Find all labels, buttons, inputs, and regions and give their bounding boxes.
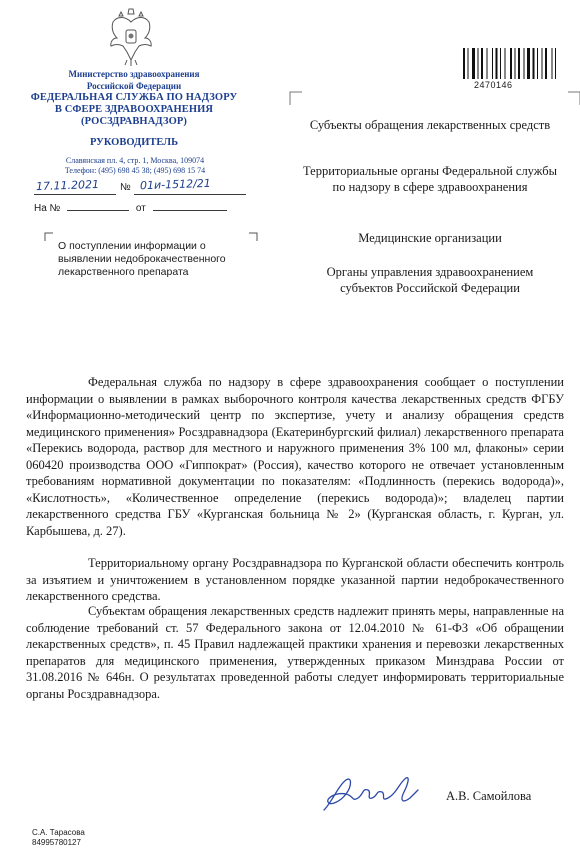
barcode-bar	[552, 48, 553, 79]
reply-to-label: На №	[34, 203, 61, 214]
contact-block	[30, 156, 240, 176]
reply-to-line	[34, 203, 227, 214]
body-paragraph-1-text: Федеральная служба по надзору в сфере здравоохранения сообщает о поступлении информации о выявлении в рамках выборочного контроля качества лекарственных средств ФГБУ «Информационно-методический центр по экспертизе, учету и анализу обращения средств медицинского применения» Росздравнадзора (Екатеринбургский филиал) лекарственного препарата «Перекись водорода, раствор для местного и наружного применения 3% 100 мл, флаконы» серии 060420 производства ООО «Гиппократ» (Россия), качество которого не отвечает установленным требованиям нормативной документации по показателям: «Подлинность (перекись водорода)», «Кислотность», «Количественное определение (перекись водорода)»; владелец партии лекарственного средства ГБУ «Курганская больница № 2» (Курганская область, г. Курган, ул. Карбышева, д. 27).	[26, 375, 564, 538]
body-paragraph-2-text: Территориальному органу Росздравнадзора по Курганской области обеспечить контроль за изъятием и уничтожением в установленном порядке указанной партии недоброкачественного лекарственного средства.	[26, 556, 564, 603]
body-paragraph-3	[26, 603, 564, 702]
recipient-2: Территориальные органы Федеральной службы по надзору в сфере здравоохранения	[303, 164, 557, 194]
executor-name: С.А. Тарасова	[32, 828, 85, 837]
barcode-bar	[510, 48, 512, 79]
barcode-bar	[472, 48, 475, 79]
address-line: Славянская пл. 4, стр. 1, Москва, 109074	[65, 156, 205, 165]
ministry-name	[14, 68, 254, 92]
body-paragraph-1	[26, 374, 564, 539]
barcode-bar	[468, 48, 469, 79]
barcode-number: 2470146	[474, 80, 513, 90]
barcode-bar	[505, 48, 506, 79]
registration-date: 17.11.2021	[35, 177, 100, 194]
registration-number: 01и-1512/21	[139, 176, 212, 193]
barcode-bar	[515, 48, 516, 79]
number-label: №	[120, 182, 131, 193]
barcode-bar	[542, 48, 543, 79]
barcode-bar	[537, 48, 538, 79]
barcode-bar	[492, 48, 493, 79]
from-label: от	[135, 203, 146, 214]
recipient-4: Органы управления здравоохранением субъектов Российской Федерации	[326, 265, 534, 295]
barcode-bar	[496, 48, 498, 79]
barcode-bar	[463, 48, 465, 79]
barcode-bar	[487, 48, 488, 79]
phone-line: Телефон: (495) 698 45 38; (495) 698 15 74	[64, 166, 206, 175]
coat-of-arms-emblem	[107, 8, 155, 66]
service-line-2: В СФЕРЕ ЗДРАВООХРАНЕНИЯ	[54, 104, 214, 115]
barcode-bar	[545, 48, 547, 79]
barcode-bar	[555, 48, 556, 79]
executor-phone: 84995780127	[32, 838, 81, 847]
recipient-1: Субъекты обращения лекарственных средств	[309, 118, 551, 132]
signer-name: А.В. Самойлова	[446, 789, 532, 803]
registration-line	[34, 178, 246, 196]
barcode-bar	[478, 48, 479, 79]
body-paragraph-3-text: Субъектам обращения лекарственных средств надлежит принять меры, направленные на соблюдение требований ст. 57 Федерального закона от 12.04.2010 № 61-ФЗ «Об обращении лекарственных средств», п. 45 Правил надлежащей практики хранения и перевозки лекарственных препаратов для медицинского применения, утвержденных приказом Минздрава России от 31.08.2016 № 646н. О результатах проведенной работы следует информировать территориальные органы Росздравнадзора.	[26, 604, 564, 701]
body-paragraph-2	[26, 555, 564, 605]
ministry-line-1: Министерство здравоохранения	[68, 69, 200, 79]
head-title: РУКОВОДИТЕЛЬ	[89, 137, 179, 148]
ministry-line-2: Российской Федерации	[86, 81, 182, 91]
recipient-3: Медицинские организации	[358, 231, 502, 245]
addressee-bracket	[288, 90, 580, 106]
handwritten-signature	[318, 772, 422, 816]
service-line-1: ФЕДЕРАЛЬНАЯ СЛУЖБА ПО НАДЗОРУ	[30, 92, 238, 103]
letter-subject: О поступлении информации о выявлении недоброкачественного лекарственного препарата	[58, 240, 226, 278]
barcode	[462, 48, 572, 80]
barcode-bar	[518, 48, 520, 79]
barcode-bar	[481, 48, 483, 79]
barcode-bar	[527, 48, 530, 79]
service-line-3: (РОСЗДРАВНАДЗОР)	[81, 116, 187, 127]
service-name	[14, 92, 254, 128]
barcode-bar	[533, 48, 535, 79]
barcode-bar	[524, 48, 525, 79]
barcode-bar	[500, 48, 501, 79]
